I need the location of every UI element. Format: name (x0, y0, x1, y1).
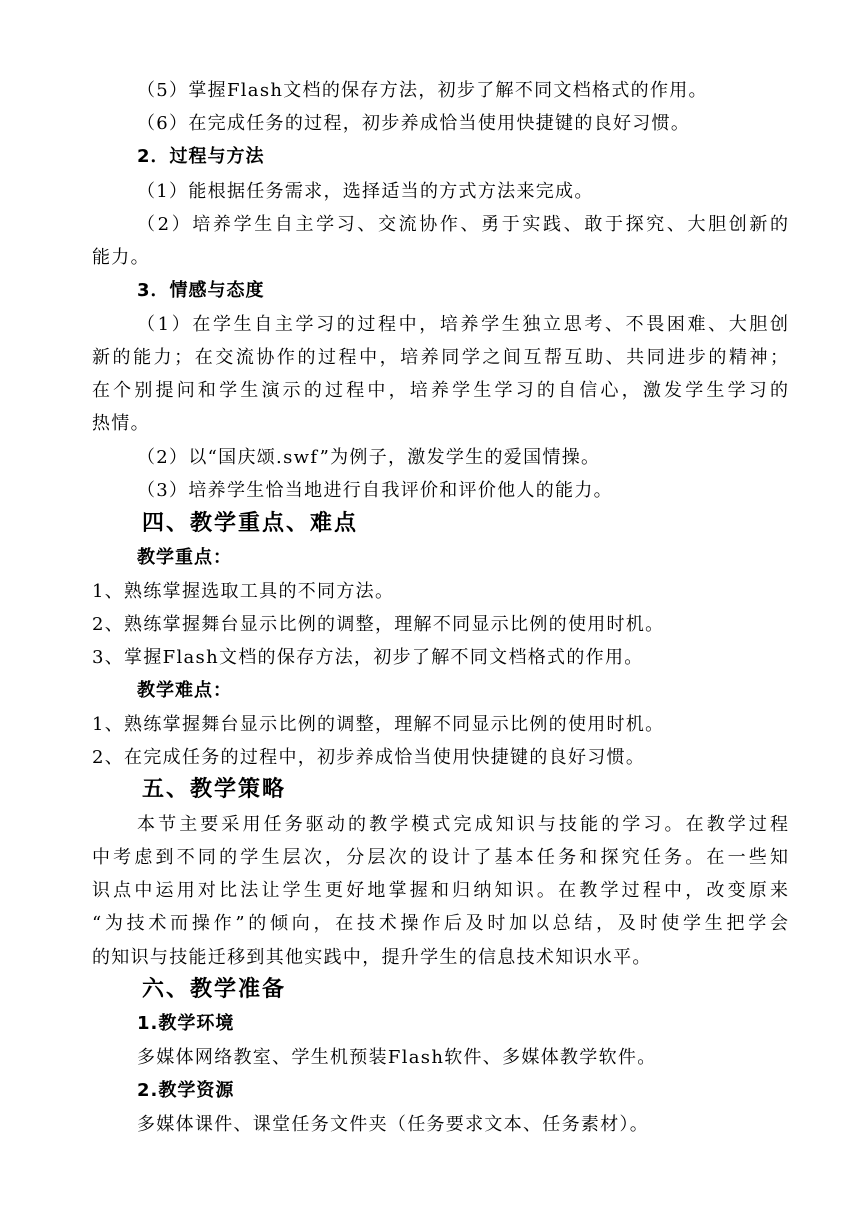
emotion-item-1-line-4: 热情。 (92, 413, 150, 434)
objective-item-5: （5）掌握Flash文档的保存方法，初步了解不同文档格式的作用。 (137, 80, 708, 101)
emotion-attitude-heading: 3．情感与态度 (137, 280, 265, 301)
strategy-line-4: “为技术而操作”的倾向，在技术操作后及时加以总结，及时使学生把学会 (92, 913, 788, 934)
emotion-item-1-line-3: 在个别提问和学生演示的过程中，培养学生学习的自信心，激发学生学习的 (92, 380, 788, 401)
section-6-title: 六、教学准备 (142, 977, 287, 1002)
key-point-1: 1、熟练掌握选取工具的不同方法。 (92, 581, 395, 602)
key-point-2: 2、熟练掌握舞台显示比例的调整，理解不同显示比例的使用时机。 (92, 614, 665, 635)
section-5-title: 五、教学策略 (142, 777, 287, 802)
key-points-heading: 教学重点： (137, 547, 232, 568)
strategy-line-5: 的知识与技能迁移到其他实践中，提升学生的信息技术知识水平。 (92, 947, 652, 968)
emotion-item-1-line-2: 新的能力；在交流协作的过程中，培养同学之间互帮互助、共同进步的精神； (92, 347, 788, 368)
process-item-2-line-2: 能力。 (92, 247, 150, 268)
process-item-2-line-1: （2）培养学生自主学习、交流协作、勇于实践、敢于探究、大胆创新的 (137, 214, 788, 235)
strategy-line-3: 识点中运用对比法让学生更好地掌握和归纳知识。在教学过程中，改变原来 (92, 880, 788, 901)
emotion-item-1-line-1: （1）在学生自主学习的过程中，培养学生独立思考、不畏困难、大胆创 (137, 314, 788, 335)
environment-text: 多媒体网络教室、学生机预装Flash软件、多媒体教学软件。 (137, 1047, 657, 1068)
resources-heading: 2.教学资源 (137, 1080, 235, 1101)
emotion-item-2: （2）以“国庆颂.swf”为例子，激发学生的爱国情操。 (137, 447, 601, 468)
difficult-point-1: 1、熟练掌握舞台显示比例的调整，理解不同显示比例的使用时机。 (92, 714, 665, 735)
strategy-line-2: 中考虑到不同的学生层次，分层次的设计了基本任务和探究任务。在一些知 (92, 847, 788, 868)
process-item-1: （1）能根据任务需求，选择适当的方式方法来完成。 (137, 181, 594, 202)
difficult-point-2: 2、在完成任务的过程中，初步养成恰当使用快捷键的良好习惯。 (92, 747, 646, 768)
key-point-3: 3、掌握Flash文档的保存方法，初步了解不同文档格式的作用。 (92, 647, 644, 668)
objective-item-6: （6）在完成任务的过程，初步养成恰当使用快捷键的良好习惯。 (137, 113, 691, 134)
process-method-heading: 2．过程与方法 (137, 146, 265, 167)
difficult-points-heading: 教学难点： (137, 680, 232, 701)
strategy-line-1: 本节主要采用任务驱动的教学模式完成知识与技能的学习。在教学过程 (137, 814, 788, 835)
emotion-item-3: （3）培养学生恰当地进行自我评价和评价他人的能力。 (137, 480, 613, 501)
environment-heading: 1.教学环境 (137, 1013, 235, 1034)
resources-text: 多媒体课件、课堂任务文件夹（任务要求文本、任务素材）。 (137, 1114, 650, 1135)
section-4-title: 四、教学重点、难点 (142, 511, 359, 536)
